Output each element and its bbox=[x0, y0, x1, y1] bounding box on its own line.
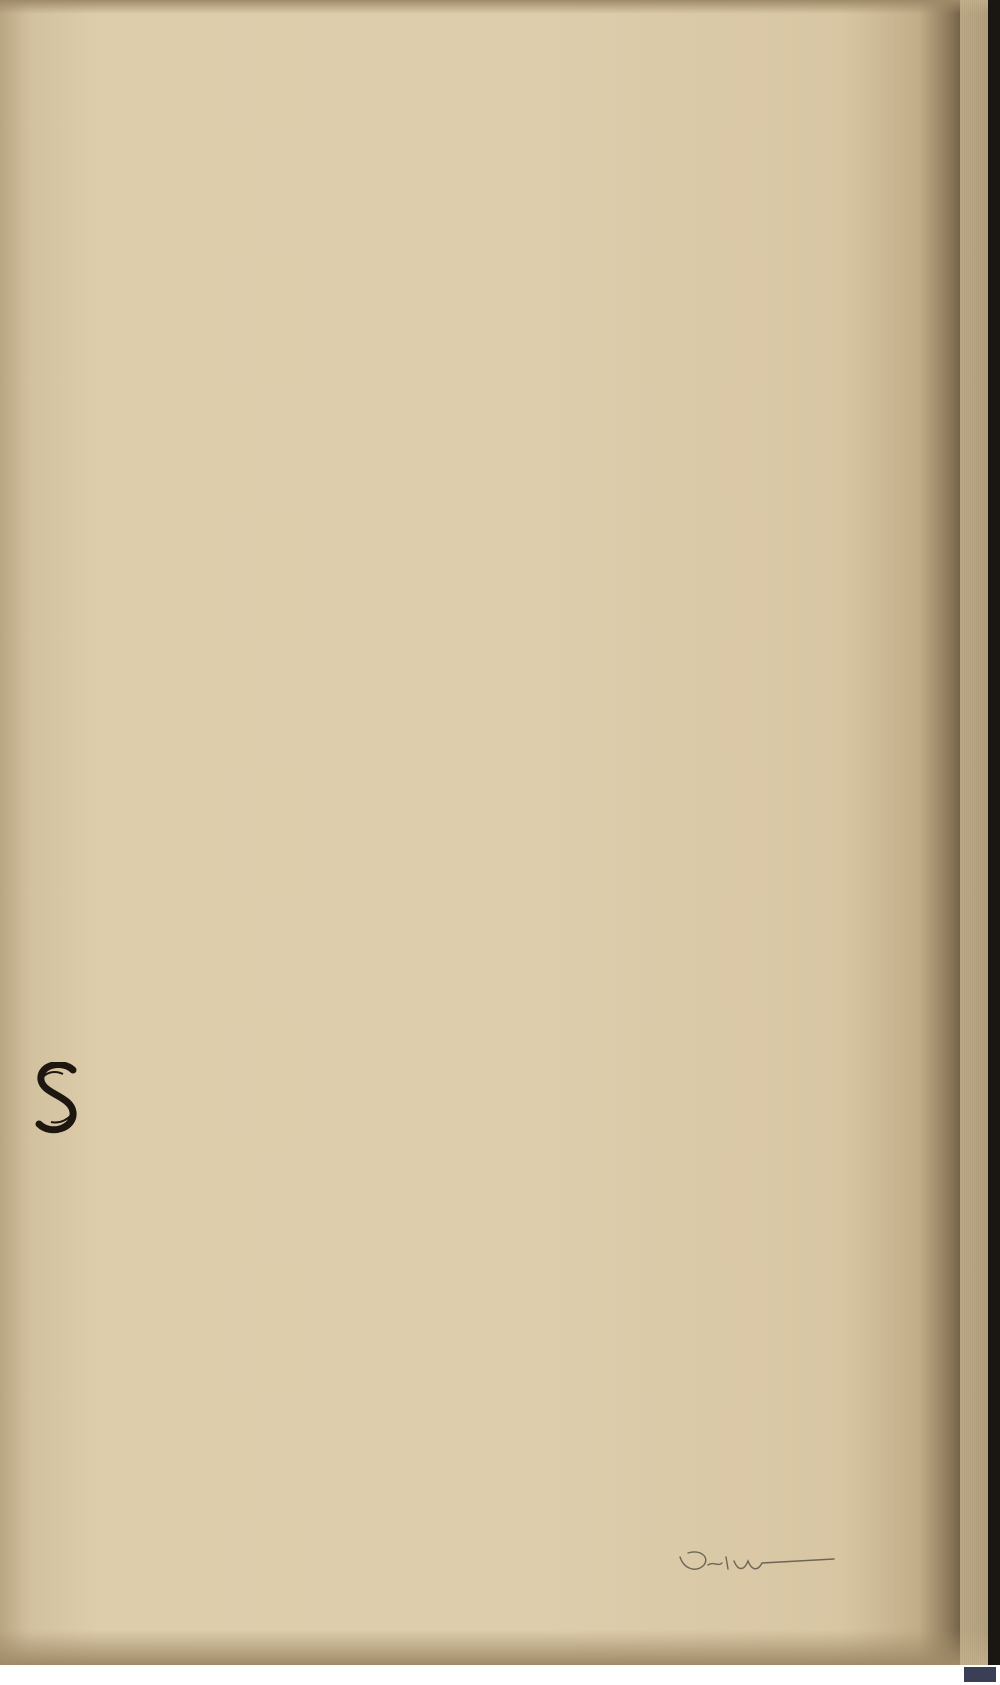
page-shadow-bottom bbox=[0, 1630, 988, 1665]
fore-edge bbox=[960, 0, 988, 1665]
digitization-footer bbox=[0, 1665, 1000, 1685]
page-header bbox=[158, 106, 758, 176]
handwritten-note bbox=[674, 1543, 844, 1583]
decorated-initial bbox=[33, 1062, 81, 1136]
dfg-logo bbox=[964, 1667, 996, 1682]
handwritten-shelfmark-icon bbox=[674, 1543, 844, 1583]
page-shadow-top bbox=[0, 0, 988, 14]
initial-letter-s-icon bbox=[33, 1062, 81, 1136]
